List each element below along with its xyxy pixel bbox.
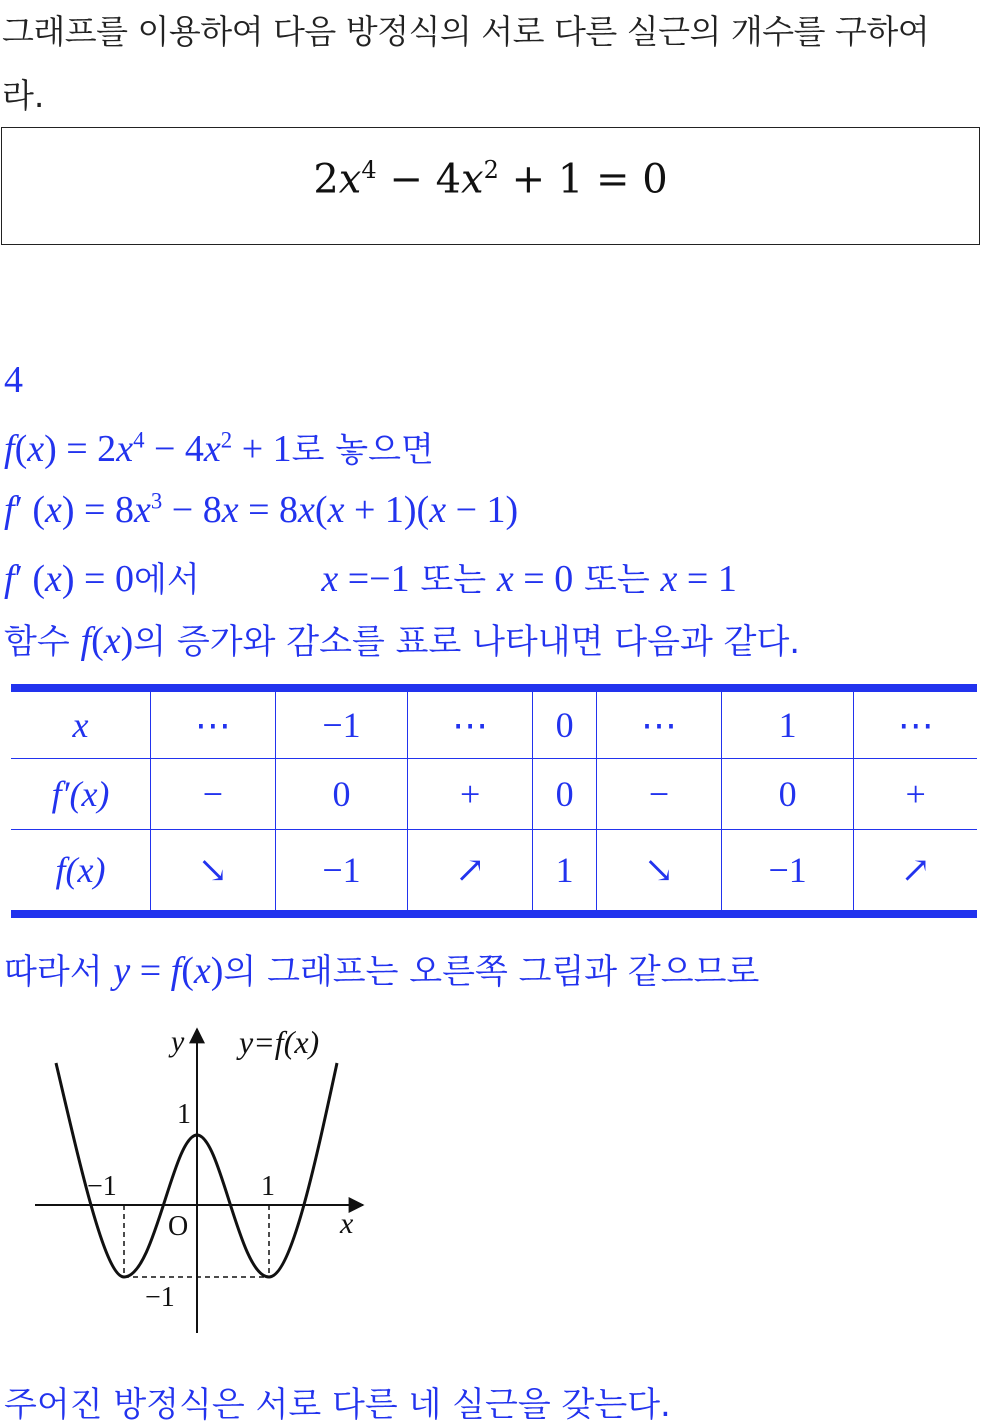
cell: ↘ (597, 830, 722, 915)
equation-box (1, 127, 980, 245)
cell: ↗ (408, 830, 533, 915)
function-graph (25, 1015, 385, 1345)
variation-table (11, 684, 977, 918)
table-intro-suffix: 의 증가와 감소를 표로 나타내면 다음과 같다. (133, 622, 801, 662)
table-row-function (11, 830, 977, 915)
graph-intro-suffix: 의 그래프는 오른쪽 그림과 같으므로 (223, 952, 760, 992)
cell: ↗ (900, 850, 931, 890)
cell: −1 (275, 830, 408, 915)
tick-x-neg1: −1 (87, 1171, 117, 1202)
cell: 1 (721, 688, 854, 759)
cell: ⋯ (597, 688, 722, 759)
tick-y-1: 1 (177, 1099, 191, 1130)
cell-x-head: x (11, 688, 151, 759)
cell: 0 (275, 759, 408, 830)
or-word-1: 또는 (420, 560, 487, 600)
table-row-x (11, 688, 977, 759)
cell: ⋯ (151, 688, 276, 759)
zero-suffix: 에서 (134, 560, 200, 600)
curve-label: y=f(x) (239, 1024, 320, 1060)
conclusion: 주어진 방정식은 서로 다른 네 실근을 갖는다. (4, 1385, 671, 1425)
origin-label: O (168, 1211, 189, 1242)
cell: 0 (533, 759, 597, 830)
critical-points-line: f′ (x) = 0에서 x =−1 또는 x = 0 또는 x = 1 (4, 558, 737, 600)
graph-intro-prefix: 따라서 (4, 952, 103, 992)
cell: −1 (275, 688, 408, 759)
cell-fp-head: f′(x) (11, 759, 151, 830)
cell: ⋯ (854, 688, 977, 759)
definition-line: $f(x) = 2x^4 - 4x^2 + 1$로 놓으면 (4, 427, 434, 470)
derivative-line: f′ $(x) = 8x^3 - 8x = 8x(x + 1)(x - 1)$ (4, 488, 519, 531)
answer: 4 (4, 359, 23, 401)
cell: ⋯ (408, 688, 533, 759)
cell-f-head: f(x) (11, 830, 151, 915)
or-word-2: 또는 (584, 560, 650, 600)
equation: $2x^4 - 4x^2 + 1 = 0$ (313, 156, 668, 203)
cell: ↘ (151, 830, 276, 915)
y-axis-label: y (171, 1025, 185, 1058)
cell: 0 (721, 759, 854, 830)
question-line-2: 라. (2, 76, 45, 115)
tick-x-1: 1 (261, 1171, 275, 1202)
x-axis-label: x (340, 1207, 354, 1240)
graph-intro: 따라서 y = f(x)의 그래프는 오른쪽 그림과 같으므로 (4, 950, 760, 992)
cell: 1 (533, 830, 597, 915)
tick-y-neg1: −1 (145, 1282, 175, 1313)
cell: −1 (721, 830, 854, 915)
definition-suffix: 로 놓으면 (291, 430, 434, 470)
table-row-derivative (11, 759, 977, 830)
table-intro: 함수 f(x)의 증가와 감소를 표로 나타내면 다음과 같다. (4, 620, 801, 662)
question-line-1: 그래프를 이용하여 다음 방정식의 서로 다른 실근의 개수를 구하여 (2, 12, 930, 51)
cell: − (597, 759, 722, 830)
cell: + (408, 759, 533, 830)
cell: 0 (533, 688, 597, 759)
table-intro-prefix: 함수 (4, 622, 70, 662)
cell: − (151, 759, 276, 830)
cell: + (854, 759, 977, 830)
